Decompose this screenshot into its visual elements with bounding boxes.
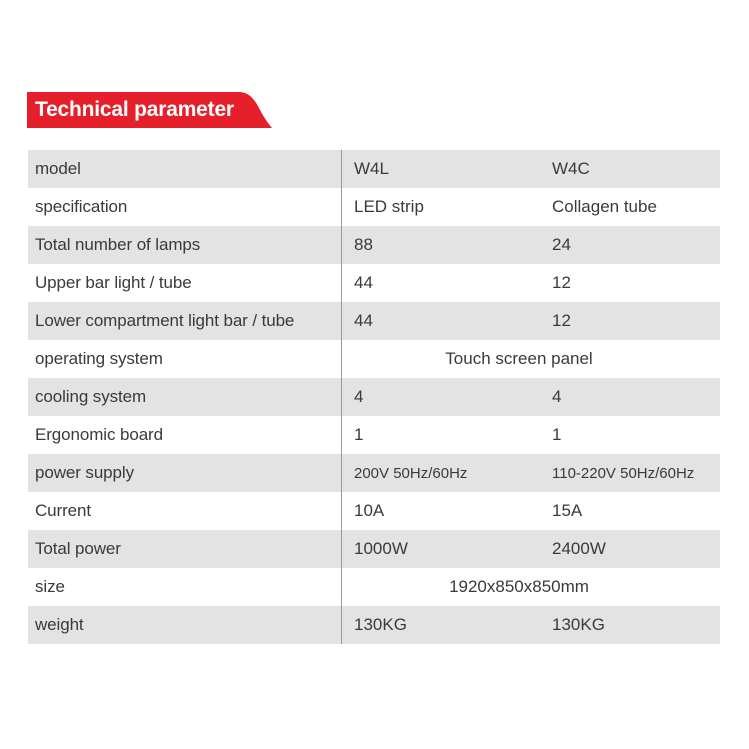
row-label: power supply [28, 454, 342, 492]
value-w4c: W4C [552, 150, 720, 188]
value-w4l: W4L [342, 150, 553, 188]
value-w4l: 10A [354, 501, 385, 520]
row-label: Ergonomic board [28, 416, 342, 454]
table-row [28, 530, 720, 568]
table-row [28, 606, 720, 644]
value-w4c: 24 [552, 226, 720, 264]
value-w4l: 44 [354, 273, 373, 292]
row-label: cooling system [28, 378, 342, 416]
section-title: Technical parameter [35, 98, 234, 121]
table-row [28, 378, 720, 416]
row-label: Total power [28, 530, 342, 568]
value-w4c: 130KG [552, 606, 720, 644]
value-w4c: 110-220V 50Hz/60Hz [552, 454, 720, 492]
row-label: Lower compartment light bar / tube [28, 302, 342, 340]
value-shared: 1920x850x850mm [449, 577, 589, 596]
value-w4c: 12 [552, 302, 720, 340]
table-row [28, 454, 720, 492]
section-header [27, 92, 272, 128]
value-w4l: 1 [354, 425, 364, 444]
row-label: model [28, 150, 342, 188]
value-w4c: 4 [552, 378, 720, 416]
table-row [28, 492, 720, 530]
row-label: weight [28, 606, 342, 644]
table-row [28, 302, 720, 340]
row-label: Upper bar light / tube [28, 264, 342, 302]
table-row [28, 264, 720, 302]
row-label: size [28, 568, 342, 606]
table-row [28, 416, 720, 454]
value-w4l: 88 [342, 226, 553, 264]
row-label: operating system [28, 340, 342, 378]
value-w4l: 4 [342, 378, 553, 416]
value-w4l: 44 [342, 302, 553, 340]
row-label: specification [28, 188, 342, 226]
table-row [28, 150, 720, 188]
value-w4l: LED strip [354, 197, 424, 216]
value-w4c: 2400W [552, 530, 720, 568]
value-w4c: 12 [552, 273, 571, 292]
table-row [28, 340, 720, 378]
value-w4l: 1000W [342, 530, 553, 568]
value-w4l: 200V 50Hz/60Hz [342, 454, 553, 492]
parameter-table [28, 150, 720, 644]
value-w4c: 15A [552, 501, 583, 520]
table-row [28, 188, 720, 226]
value-w4c: Collagen tube [552, 197, 657, 216]
value-w4c: 1 [552, 425, 562, 444]
table-row [28, 226, 720, 264]
row-label: Current [28, 492, 342, 530]
value-w4l: 130KG [342, 606, 553, 644]
value-shared: Touch screen panel [445, 349, 593, 368]
table-row [28, 568, 720, 606]
row-label: Total number of lamps [28, 226, 342, 264]
